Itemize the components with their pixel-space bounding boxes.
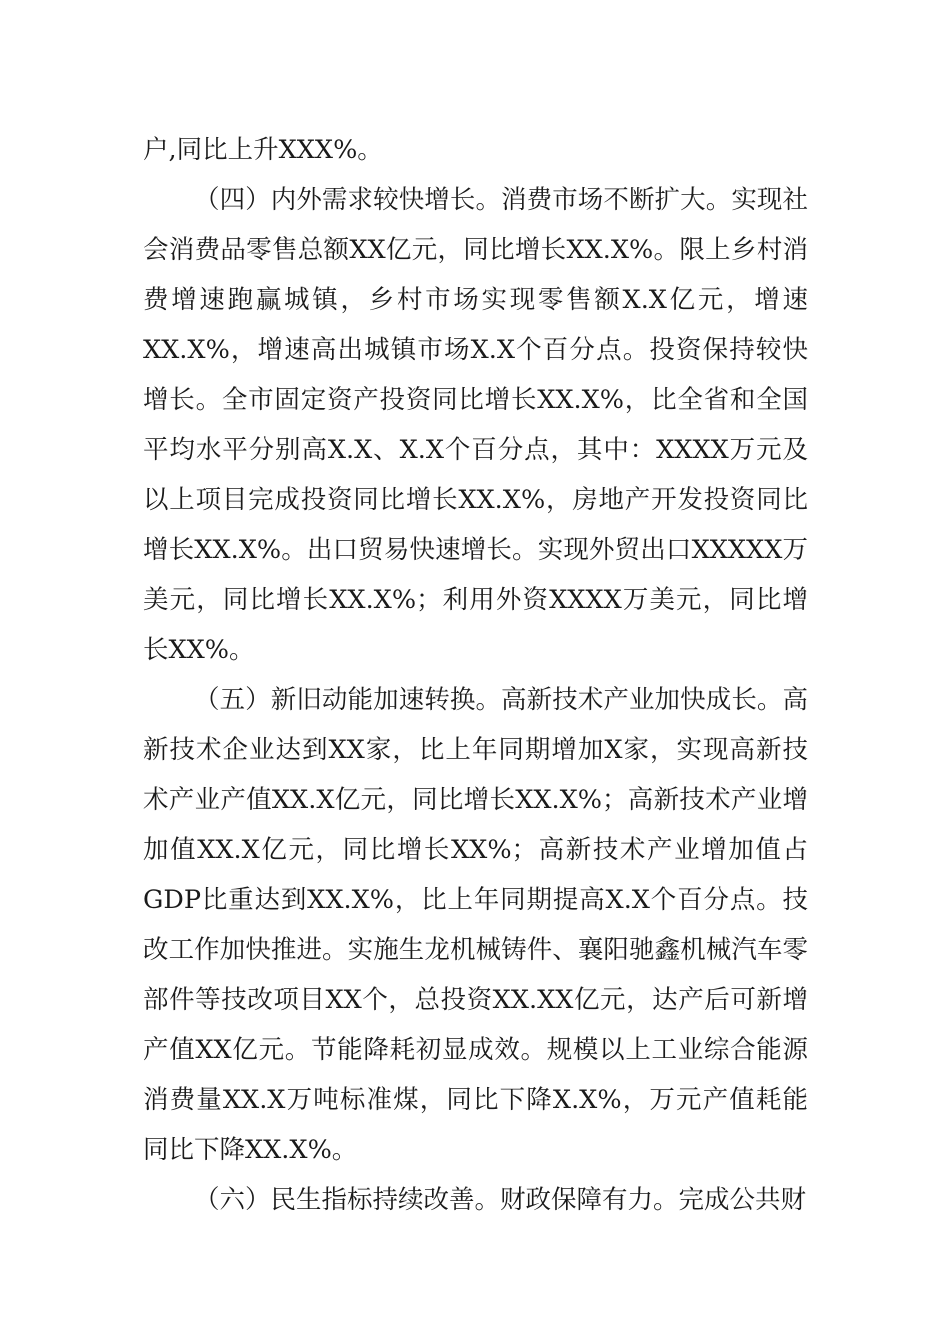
paragraph-continuation: 户,同比上升XXX%。 xyxy=(143,135,383,165)
paragraph-section-4: （四）内外需求较快增长。消费市场不断扩大。实现社会消费品零售总额XX亿元，同比增长XX.X%。限上乡村消费增速跑赢城镇，乡村市场实现零售额X.X亿元，增速XX.X%，增速高出城镇市场X.X个百分点。投资保持较快增长。全市固定资产投资同比增长XX.X%，比全省和全国平均水平分别高X.X、X.X个百分点，其中：XXXX万元及以上项目完成投资同比增长XX.X%，房地产开发投资同比增长XX.X%。出口贸易快速增长。实现外贸出口XXXXX万美元，同比增长XX.X%；利用外资XXXX万美元，同比增长XX%。 xyxy=(143,185,808,665)
document-body xyxy=(143,125,808,1225)
paragraph-section-6: （六）民生指标持续改善。财政保障有力。完成公共财 xyxy=(194,1185,807,1215)
paragraph-section-5: （五）新旧动能加速转换。高新技术产业加快成长。高新技术企业达到XX家，比上年同期增加X家，实现高新技术产业产值XX.X亿元，同比增长XX.X%；高新技术产业增加值XX.X亿元，同比增长XX%；高新技术产业增加值占GDP比重达到XX.X%，比上年同期提高X.X个百分点。技改工作加快推进。实施生龙机械铸件、襄阳驰鑫机械汽车零部件等技改项目XX个，总投资XX.XX亿元，达产后可新增产值XX亿元。节能降耗初显成效。规模以上工业综合能源消费量XX.X万吨标准煤，同比下降X.X%，万元产值耗能同比下降XX.X%。 xyxy=(143,685,808,1165)
